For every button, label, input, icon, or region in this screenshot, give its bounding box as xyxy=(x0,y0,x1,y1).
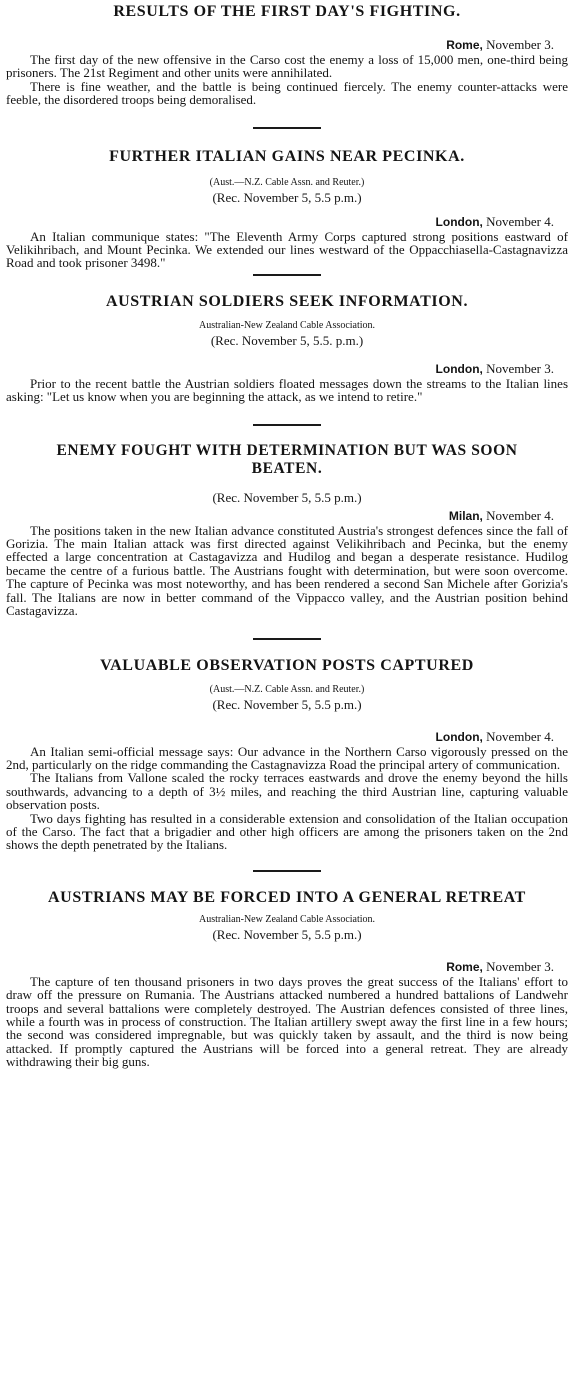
paragraph: The first day of the new offensive in the Carso cost the enemy a loss of 15,000 men, one-third being prisoners. The 21st Regiment and other units were annihilated. xyxy=(6,52,568,81)
dateline xyxy=(6,729,568,745)
article-first-days-fighting xyxy=(6,0,568,107)
dateline xyxy=(6,508,568,524)
received-note: (Rec. November 5, 5.5 p.m.) xyxy=(212,696,362,712)
paragraph: Two days fighting has resulted in a considerable extension and consolidation of the Italian occupation of the Carso. The fact that a brigadier and other high officers are among the prisoners taken on the 2nd shows the depth penetrated by the Italians. xyxy=(6,810,568,853)
wire-credit: (Aust.—N.Z. Cable Assn. and Reuter.) xyxy=(209,683,365,695)
wire-credit: (Aust.—N.Z. Cable Assn. and Reuter.) xyxy=(209,176,365,188)
article-further-italian-gains xyxy=(6,147,568,270)
paragraph: The capture of ten thousand prisoners in two days proves the great success of the Italians' effort to draw off the pressure on Rumania. The Austrians attacked numbered a hundred battalions of Landwehr troops and several battalions were completely destroyed. The Austrian defences consisted of three lines, while a fourth was in process of construction. The Italian artillery swept away the first line in a few hours; the second was considered impregnable, but was quickly taken by assault, and the third is now being attacked. If promptly captured the Austrians will be forced into a general retreat. They are already withdrawing their big guns. xyxy=(6,973,568,1070)
dateline-date: November 4. xyxy=(486,728,554,744)
headline: FURTHER ITALIAN GAINS NEAR PECINKA. xyxy=(109,147,465,165)
paragraph: An Italian semi-official message says: Our advance in the Northern Carso vigorously pressed on the 2nd, particularly on the ridge commanding the Castagnavizza Road the principal artery of communication. xyxy=(6,743,568,772)
dateline xyxy=(6,37,568,53)
received-note: (Rec. November 5, 5.5 p.m.) xyxy=(212,926,362,942)
paragraph: An Italian communique states: "The Eleventh Army Corps captured strong positions eastward of Velikihribach, and Mount Pecinka. We extended our lines westward of the Oppacchiasella-Castagnavizza Road and took prisoner 3498." xyxy=(6,228,568,271)
dateline xyxy=(6,361,568,377)
wire-credit: Australian-New Zealand Cable Association. xyxy=(198,319,376,331)
dateline-date: November 4. xyxy=(486,213,554,229)
paragraph: Prior to the recent battle the Austrian soldiers floated messages down the streams to the Italian lines asking: "Let us know when you are beginning the attack, as we intend to retire." xyxy=(6,375,568,405)
dateline-date: November 3. xyxy=(486,958,554,974)
headline: AUSTRIANS MAY BE FORCED INTO A GENERAL RETREAT xyxy=(48,888,526,906)
article-enemy-fought xyxy=(6,442,568,618)
dateline-city: Rome, xyxy=(446,959,483,974)
headline: RESULTS OF THE FIRST DAY'S FIGHTING. xyxy=(113,3,461,20)
dateline xyxy=(6,214,568,230)
paragraph: There is fine weather, and the battle is being continued fiercely. The enemy counter-attacks were feeble, the disordered troops being demoralised. xyxy=(6,78,568,108)
section-divider xyxy=(253,424,321,426)
article-austrian-soldiers xyxy=(6,292,568,404)
dateline-city: London, xyxy=(435,729,483,744)
wire-credit: Australian-New Zealand Cable Association. xyxy=(198,913,376,925)
headline: VALUABLE OBSERVATION POSTS CAPTURED xyxy=(100,656,474,674)
dateline-city: London, xyxy=(435,214,483,229)
section-divider xyxy=(253,274,321,276)
dateline-date: November 4. xyxy=(486,507,554,523)
headline: ENEMY FOUGHT WITH DETERMINATION BUT WAS SOON BEATEN. xyxy=(56,441,518,477)
dateline xyxy=(6,959,568,975)
received-note: (Rec. November 5, 5.5. p.m.) xyxy=(210,332,364,348)
article-observation-posts xyxy=(6,656,568,852)
dateline-date: November 3. xyxy=(486,360,554,376)
article-general-retreat xyxy=(6,888,568,1069)
dateline-city: London, xyxy=(435,361,483,376)
section-divider xyxy=(253,870,321,872)
paragraph: The Italians from Vallone scaled the rocky terraces eastwards and drove the enemy beyond the hills southwards, advancing to a depth of 3½ miles, and reaching the third Austrian line, capturing valuable observation posts. xyxy=(6,770,568,813)
paragraph: The positions taken in the new Italian advance constituted Austria's strongest defences since the fall of Gorizia. The main Italian attack was first directed against Velikihribach and Pecinka, but the enemy effected a large concentration at Castagavizza and Hudilog and began a desperate resistance. Hudilog became the centre of a furious battle. The Austrians fought with determination, but were soon overcome. The capture of Pecinka was most noteworthy, and has been rendered a second San Michele after Gorizia's fall. The Italians are now in better command of the Vippacco valley, and the Austrian position behind Castagavizza. xyxy=(6,522,568,619)
section-divider xyxy=(253,127,321,129)
dateline-city: Rome, xyxy=(446,38,483,52)
dateline-date: November 3. xyxy=(486,37,554,52)
headline: AUSTRIAN SOLDIERS SEEK INFORMATION. xyxy=(105,292,469,310)
received-note: (Rec. November 5, 5.5 p.m.) xyxy=(212,189,362,205)
received-note: (Rec. November 5, 5.5 p.m.) xyxy=(212,489,362,505)
dateline-city: Milan, xyxy=(448,508,483,523)
section-divider xyxy=(253,638,321,640)
